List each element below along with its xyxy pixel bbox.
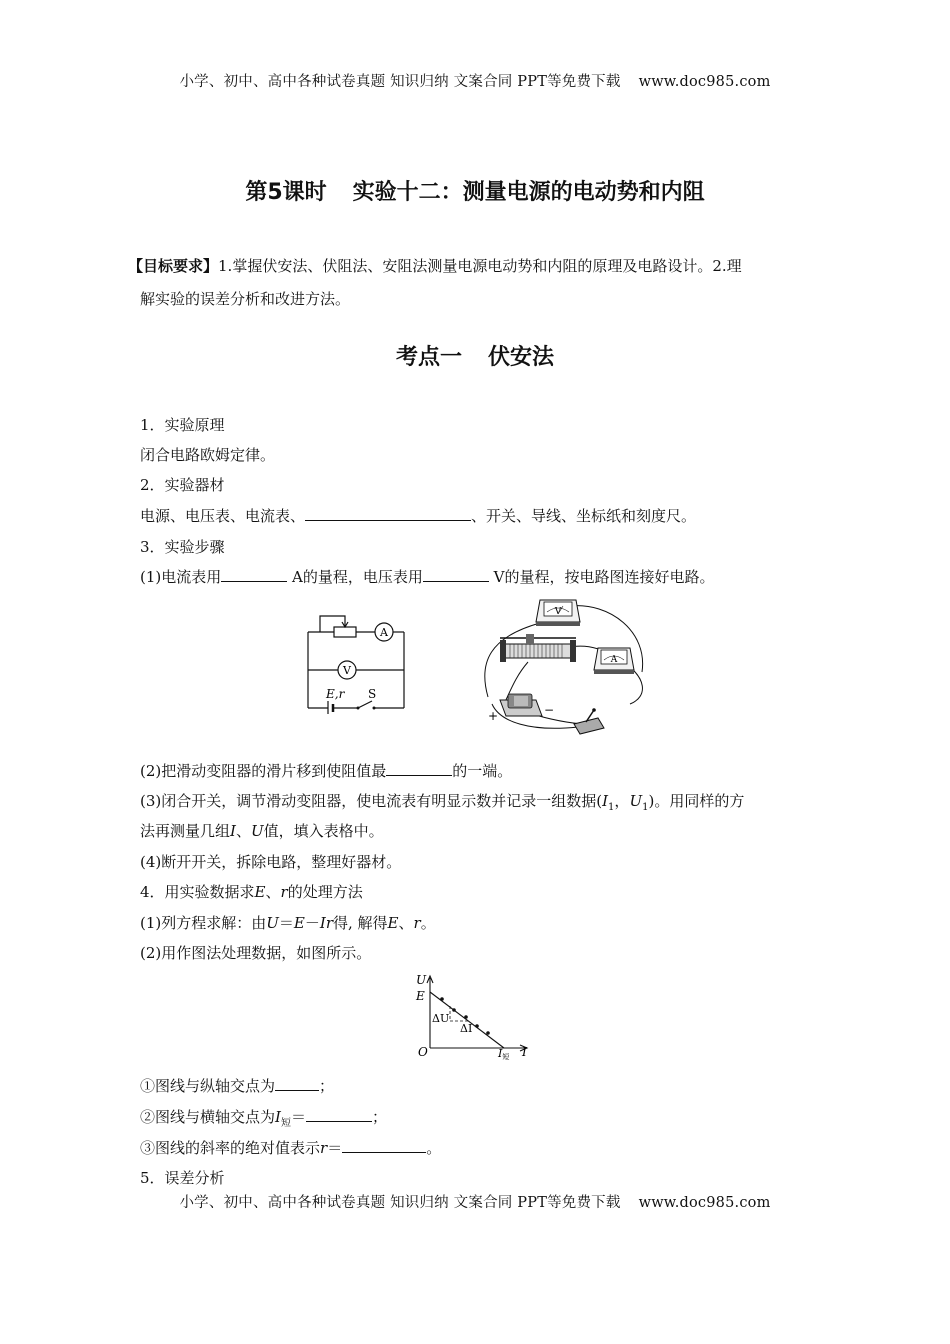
title-topic: 实验十二：测量电源的电动势和内阻 (352, 180, 705, 205)
origin-label: O (418, 1045, 428, 1059)
step-4: (4)断开开关，拆除电路，整理好器材。 (140, 853, 402, 871)
answer-blank[interactable] (221, 567, 287, 582)
footer-text: 小学、初中、高中各种试卷真题 知识归纳 文案合同 PPT等免费下载 (179, 1195, 621, 1211)
ammeter-device (594, 648, 634, 674)
section-heading (0, 340, 950, 371)
title-lesson: 第5课时 (245, 180, 327, 205)
ammeter-label: A (380, 626, 388, 639)
switch-label: S (368, 687, 377, 701)
method-1: (1)列方程求解：由U＝E－Ir得, 解得E、r。 (140, 914, 436, 932)
voltmeter-label: V (343, 664, 351, 677)
answer-blank[interactable] (342, 1138, 426, 1153)
header-url[interactable]: www.doc985.com (638, 74, 771, 90)
battery-plus: + (488, 709, 499, 723)
s2-heading: 2．实验器材 (140, 476, 225, 494)
answer-blank[interactable] (275, 1076, 319, 1091)
page-title (0, 175, 950, 206)
goal-text-1: 1.掌握伏安法、伏阻法、安阻法测量电源电动势和内阻的原理及电路设计。2.理 (218, 257, 742, 275)
answer-blank[interactable] (305, 506, 471, 521)
delta-i-label: ΔI (460, 1022, 473, 1035)
goal-paragraph (128, 250, 818, 316)
answer-blank[interactable] (423, 567, 489, 582)
battery-label: E,r (326, 687, 345, 701)
step-3-cont: 法再测量几组I、U值，填入表格中。 (140, 822, 384, 840)
x-axis-label: I (522, 1045, 527, 1059)
method-2: (2)用作图法处理数据，如图所示。 (140, 944, 372, 962)
e-label: E (416, 989, 425, 1003)
conclusion-1: ①图线与纵轴交点为 ； (140, 1077, 335, 1095)
voltmeter-device (536, 600, 580, 626)
footer-url[interactable]: www.doc985.com (638, 1195, 771, 1211)
switch-device (574, 708, 604, 734)
page-header-top (0, 70, 950, 91)
section-label: 考点一 (395, 345, 462, 370)
voltmeter-text: V (554, 607, 562, 617)
conclusion-2: ②图线与横轴交点为$I_短=$ ； (140, 1108, 387, 1129)
s3-heading: 3．实验步骤 (140, 538, 225, 556)
rheostat-device (500, 634, 576, 662)
s1-text: 闭合电路欧姆定律。 (140, 446, 276, 464)
s5-heading: 5．误差分析 (140, 1169, 225, 1187)
s4-heading: 4．用实验数据求E、r的处理方法 (140, 883, 363, 901)
answer-blank[interactable] (386, 761, 452, 776)
ishort-label: I短 (498, 1047, 510, 1061)
step-2: (2)把滑动变阻器的滑片移到使阻值最 的一端。 (140, 762, 513, 780)
header-text: 小学、初中、高中各种试卷真题 知识归纳 文案合同 PPT等免费下载 (179, 74, 621, 90)
answer-blank[interactable] (306, 1107, 372, 1122)
battery-device (488, 694, 554, 723)
circuit-diagram (300, 610, 412, 714)
section-title: 伏安法 (488, 345, 555, 370)
step-1: (1)电流表用 A的量程，电压表用 V的量程，按电路图连接好电路。 (140, 568, 715, 586)
s1-heading: 1．实验原理 (140, 416, 225, 434)
step-3: (3)闭合开关，调节滑动变阻器，使电流表有明显示数并记录一组数据($I_1$，$U_1$)。用同样的方 (140, 792, 745, 813)
s2-text: 电源、电压表、电流表、 、开关、导线、坐标纸和刻度尺。 (140, 507, 697, 525)
ammeter-text: A (610, 655, 618, 665)
conclusion-3: ③图线的斜率的绝对值表示r＝ 。 (140, 1139, 442, 1157)
y-axis-label: U (416, 973, 427, 987)
goal-text-2: 解实验的误差分析和改进方法。 (140, 290, 351, 308)
delta-u-label: ΔU (432, 1012, 450, 1025)
battery-minus: − (544, 703, 555, 717)
ui-graph (408, 970, 538, 1065)
goal-label: 【目标要求】 (128, 257, 219, 275)
page-header-bottom (0, 1191, 950, 1212)
apparatus-illustration (470, 592, 660, 738)
